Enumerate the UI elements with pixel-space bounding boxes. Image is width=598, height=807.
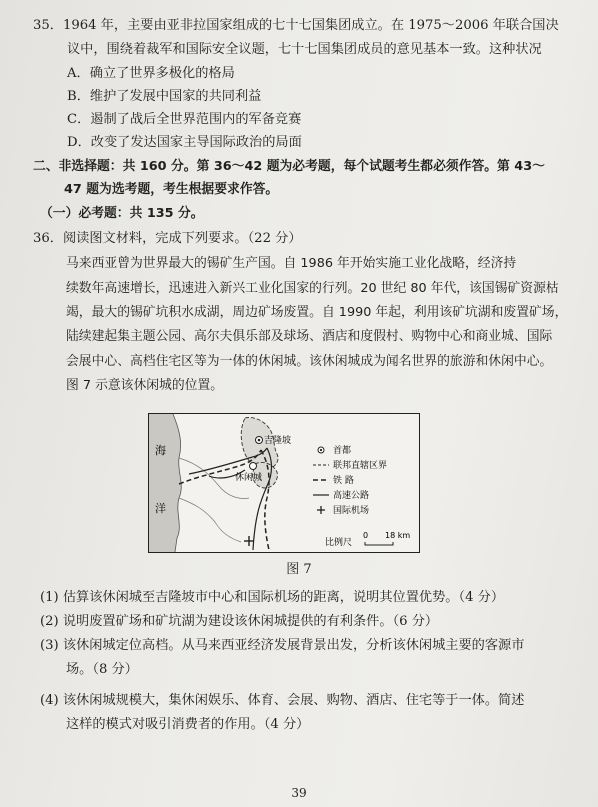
- leisure-city-label: 休闲城: [235, 473, 263, 483]
- section2-line2: 47 题为选考题，考生根据要求作答。: [64, 182, 279, 197]
- q36-sub1: (1) 估算该休闲城至吉隆坡市中心和国际机场的距离，说明其位置优势。（4 分）: [40, 590, 505, 605]
- legend-scale-bar: [365, 542, 393, 545]
- q36-material-line2: 续数年高速增长，迅速进入新兴工业化国家的行列。20 世纪 80 年代，该国锡矿资源枯: [66, 281, 559, 296]
- sea-area: [149, 414, 181, 552]
- legend-expressway: 高速公路: [333, 491, 370, 501]
- airport-icon: [244, 536, 254, 546]
- q35-option-a: A．确立了世界多极化的格局: [67, 66, 235, 81]
- q36-head: 36．阅读图文材料，完成下列要求。（22 分）: [33, 231, 302, 246]
- legend-federal-boundary: 联邦直辖区界: [333, 461, 388, 471]
- sea-label-1: 海: [155, 444, 166, 457]
- q36-sub2: (2) 说明废置矿场和矿坑湖为建设该休闲城提供的有利条件。（6 分）: [40, 614, 439, 629]
- q36-sub4-cont: 这样的模式对吸引消费者的作用。（4 分）: [66, 717, 310, 732]
- q35-option-c: C．遏制了战后全世界范围内的军备竞赛: [67, 112, 302, 127]
- q35-option-d: D．改变了发达国家主导国际政治的局面: [67, 135, 302, 150]
- location-map: [148, 413, 420, 553]
- q36-material-line5: 会展中心、高档住宅区等为一体的休闲城。该休闲城成为闻名世界的旅游和休闲中心。: [66, 354, 553, 369]
- legend-railway: 铁 路: [333, 476, 354, 486]
- capital-marker-dot: [258, 439, 261, 442]
- q36-material-line6: 图 7 示意该休闲城的位置。: [66, 378, 224, 393]
- legend-airport: 国际机场: [333, 506, 370, 516]
- section2-line1: 二、非选择题：共 160 分。第 36～42 题为必考题，每个试题考生都必须作答。第 43～: [33, 159, 545, 174]
- legend-capital-dot: [320, 449, 322, 451]
- q36-sub3: (3) 该休闲城定位高档。从马来西亚经济发展背景出发，分析该休闲城主要的客源市: [40, 638, 525, 653]
- map-canvas: [149, 414, 419, 552]
- legend-airport-icon: [317, 506, 325, 514]
- q36-material-line3: 竭，最大的锡矿坑积水成湖，周边矿场废置。自 1990 年起，利用该矿坑湖和废置矿场，: [66, 305, 568, 320]
- leisure-city-marker: [250, 463, 257, 470]
- section2-sub: （一）必考题：共 135 分。: [40, 206, 204, 221]
- sea-label-2: 洋: [155, 502, 166, 515]
- q36-sub4: (4) 该休闲城规模大，集休闲娱乐、体育、会展、购物、酒店、住宅等于一体。简述: [40, 693, 525, 708]
- legend-capital: 首都: [333, 446, 352, 456]
- legend-scale-0: 0: [363, 531, 369, 540]
- river: [179, 498, 241, 542]
- q36-material-line1: 马来西亚曾为世界最大的锡矿生产国。自 1986 年开始实施工业化战略，经济持: [66, 256, 517, 271]
- q35-stem-line2: 议中，围绕着裁军和国际安全议题，七十七国集团成员的意见基本一致。这种状况: [67, 42, 542, 57]
- figure-caption: 图 7: [286, 562, 312, 577]
- kuala-lumpur-label: 吉隆坡: [264, 436, 292, 446]
- page-number: 39: [291, 786, 307, 800]
- legend-scale-label: 比例尺: [325, 538, 353, 548]
- q35-option-b: B．维护了发展中国家的共同利益: [67, 89, 262, 104]
- q35-stem-line1: 35．1964 年，主要由亚非拉国家组成的七十七国集团成立。在 1975～2006 年联合国决: [33, 18, 559, 33]
- map-legend: [313, 444, 410, 548]
- q36-sub3-cont: 场。（8 分）: [66, 662, 138, 677]
- q36-material-line4: 陆续建起集主题公园、高尔夫俱乐部及球场、酒店和度假村、购物中心和商业城、国际: [66, 329, 553, 344]
- legend-scale-18: 18 km: [385, 531, 411, 540]
